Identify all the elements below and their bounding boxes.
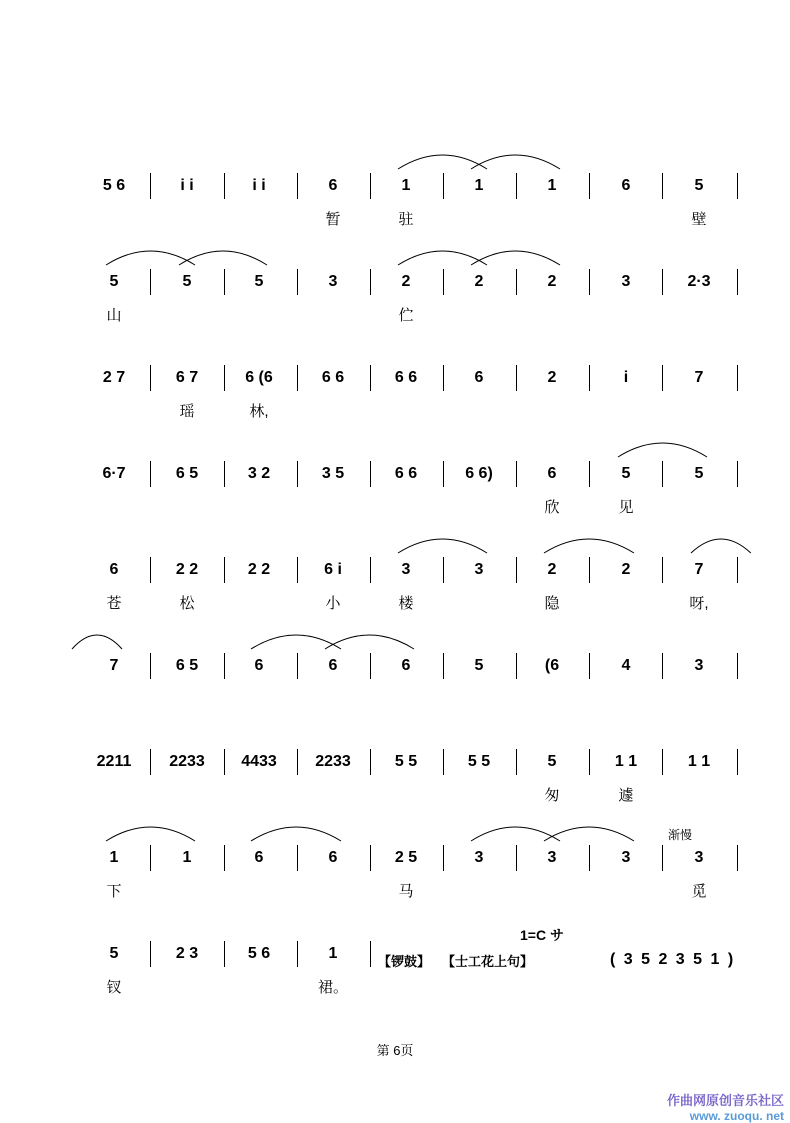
barline-r6-2 [297,749,298,775]
barline-r5-4 [443,653,444,679]
barline-r2-3 [370,365,371,391]
barline-r0-5 [516,173,517,199]
note-r2-c4: 6 6 [394,369,418,386]
barline-r4-2 [297,557,298,583]
note-r7-c1: 1 [182,849,192,866]
barline-r7-7 [662,845,663,871]
barline-r3-8 [737,461,738,487]
note-r4-c1: 2 2 [175,561,199,578]
note-r3-c5: 6 6) [465,465,493,482]
note-r6-c7: 1 1 [614,753,638,770]
note-r1-c1: 5 [182,273,192,290]
note-r1-c6: 2 [547,273,557,290]
barline-r1-8 [737,269,738,295]
note-r8-c0: 5 [109,945,119,962]
barline-r3-6 [589,461,590,487]
barline-r0-6 [589,173,590,199]
barline-r0-8 [737,173,738,199]
barline-r1-5 [516,269,517,295]
note-r1-c8: 2·3 [687,273,711,290]
note-r5-c2: 6 [254,657,264,674]
lyric-r7-c0: 下 [106,883,122,900]
note-r8-c3: 1 [328,945,338,962]
lyric-r3-c6: 欣 [544,499,560,516]
note-r2-c8: 7 [694,369,704,386]
slur-7 [398,539,487,553]
barline-r2-0 [150,365,151,391]
barline-r6-6 [589,749,590,775]
note-r0-c2: i i [252,177,266,194]
note-r8-c1: 2 3 [175,945,199,962]
note-r1-c7: 3 [621,273,631,290]
barline-r1-7 [662,269,663,295]
note-r4-c6: 2 [547,561,557,578]
watermark-url: www. zuoqu. net [689,1109,784,1123]
lyric-r4-c4: 楼 [398,595,414,612]
barline-r3-5 [516,461,517,487]
barline-r2-1 [224,365,225,391]
note-r1-c2: 5 [254,273,264,290]
note-r3-c4: 6 6 [394,465,418,482]
note-r3-c3: 3 5 [321,465,345,482]
note-r5-c7: 4 [621,657,631,674]
barline-r2-5 [516,365,517,391]
barline-r3-0 [150,461,151,487]
barline-r4-8 [737,557,738,583]
barline-r7-2 [297,845,298,871]
note-r7-c2: 6 [254,849,264,866]
lyric-r7-c8: 觅 [691,883,707,900]
barline-r0-1 [224,173,225,199]
barline-r2-4 [443,365,444,391]
note-r5-c5: 5 [474,657,484,674]
barline-r1-4 [443,269,444,295]
note-r4-c3: 6 i [324,561,342,578]
barline-r5-5 [516,653,517,679]
barline-r7-8 [737,845,738,871]
barline-r7-5 [516,845,517,871]
barline-r5-2 [297,653,298,679]
barline-r4-6 [589,557,590,583]
lyric-r4-c3: 小 [325,595,341,612]
lyric-r4-c6: 隐 [544,595,560,612]
barline-r0-0 [150,173,151,199]
barline-r6-3 [370,749,371,775]
note-r0-c6: 1 [547,177,557,194]
barline-r5-8 [737,653,738,679]
barline-r0-2 [297,173,298,199]
note-r6-c2: 4433 [241,753,277,770]
barline-r7-1 [224,845,225,871]
note-r2-c1: 6 7 [175,369,199,386]
barline-r1-3 [370,269,371,295]
note-r3-c8: 5 [694,465,704,482]
note-r4-c0: 6 [109,561,119,578]
barline-r7-3 [370,845,371,871]
barline-r7-4 [443,845,444,871]
barline-r4-7 [662,557,663,583]
note-r2-c0: 2 7 [102,369,126,386]
slur-10 [72,635,122,649]
slur-9 [691,539,751,553]
note-r1-c4: 2 [401,273,411,290]
note-r7-c8: 3 [694,849,704,866]
note-r2-c2: 6 (6 [245,369,273,386]
barline-r3-2 [297,461,298,487]
lyric-r3-c7: 见 [618,499,634,516]
note-r5-c0: 7 [109,657,119,674]
lyric-r6-c6: 匆 [544,787,560,804]
barline-r7-6 [589,845,590,871]
note-r6-c1: 2233 [169,753,205,770]
barline-r6-7 [662,749,663,775]
barline-r6-8 [737,749,738,775]
note-r1-c5: 2 [474,273,484,290]
watermark-text: 作曲网原创音乐社区 [666,1093,784,1108]
page-number: 第 6页 [376,1043,414,1058]
note-r5-c1: 6 5 [175,657,199,674]
tag-phrase: 【士工花上句】 [442,954,534,969]
lyric-r1-c0: 山 [106,307,122,324]
note-r2-c6: 2 [547,369,557,386]
barline-r7-0 [150,845,151,871]
slur-13 [106,827,195,841]
barline-r4-0 [150,557,151,583]
note-r1-c3: 3 [328,273,338,290]
barline-r4-5 [516,557,517,583]
tempo-mark: 渐慢 [668,828,693,842]
lyric-r8-c0: 钗 [106,979,122,996]
lyric-r7-c4: 马 [398,883,414,900]
note-r0-c1: i i [180,177,194,194]
note-r3-c1: 6 5 [175,465,199,482]
watermark [667,1090,784,1123]
barline-r0-7 [662,173,663,199]
note-r5-c4: 6 [401,657,411,674]
lyric-r0-c8: 壁 [691,211,707,228]
note-r3-c6: 6 [547,465,557,482]
note-r5-c8: 3 [694,657,704,674]
note-r4-c8: 7 [694,561,704,578]
note-r3-c7: 5 [621,465,631,482]
tag-gong: 【锣鼓】 [378,954,431,969]
barline-r2-6 [589,365,590,391]
barline-r8-2 [297,941,298,967]
lyric-r0-c3: 暂 [325,211,341,228]
slur-6 [618,443,707,457]
note-r6-c0: 2211 [96,753,132,770]
note-r4-c7: 2 [621,561,631,578]
lyric-r8-c3: 裙。 [317,979,349,996]
lyric-r4-c0: 苍 [106,595,122,612]
note-r6-c3: 2233 [315,753,351,770]
barline-r3-4 [443,461,444,487]
lyric-r2-c2: 林, [249,403,269,420]
note-r4-c5: 3 [474,561,484,578]
note-r2-c3: 6 6 [321,369,345,386]
note-r4-c4: 3 [401,561,411,578]
note-r7-c6: 3 [547,849,557,866]
barline-r5-0 [150,653,151,679]
barline-r4-4 [443,557,444,583]
slur-8 [544,539,634,553]
lyric-r6-c7: 遽 [618,787,634,804]
note-r2-c5: 6 [474,369,484,386]
note-r7-c3: 6 [328,849,338,866]
barline-r1-6 [589,269,590,295]
barline-r6-1 [224,749,225,775]
barline-r2-2 [297,365,298,391]
lyric-r1-c4: 伫 [398,307,414,324]
lyric-r4-c8: 呀, [689,595,709,612]
note-r7-c0: 1 [109,849,119,866]
barline-r5-7 [662,653,663,679]
barline-r3-1 [224,461,225,487]
barline-r8-3 [370,941,371,967]
note-r0-c4: 1 [401,177,411,194]
note-r0-c5: 1 [474,177,484,194]
barline-r8-1 [224,941,225,967]
note-r0-c0: 5 6 [102,177,126,194]
slur-14 [251,827,341,841]
note-r2-c7: i [623,369,629,386]
lyric-r0-c4: 驻 [398,211,414,228]
note-r4-c2: 2 2 [247,561,271,578]
barline-r0-3 [370,173,371,199]
note-r7-c5: 3 [474,849,484,866]
barline-r5-3 [370,653,371,679]
lyric-r4-c1: 松 [179,595,195,612]
key-signature: 1=C サ [520,927,564,943]
barline-r5-6 [589,653,590,679]
barline-r8-0 [150,941,151,967]
barline-r5-1 [224,653,225,679]
note-r0-c3: 6 [328,177,338,194]
barline-r6-4 [443,749,444,775]
note-r0-c7: 6 [621,177,631,194]
note-r0-c8: 5 [694,177,704,194]
note-r8-c2: 5 6 [247,945,271,962]
barline-r3-3 [370,461,371,487]
note-r7-c4: 2 5 [394,849,418,866]
lyric-r2-c1: 瑶 [179,403,195,420]
note-r6-c8: 1 1 [687,753,711,770]
note-r3-c0: 6·7 [102,465,126,482]
barline-r4-3 [370,557,371,583]
barline-r6-5 [516,749,517,775]
barline-r1-0 [150,269,151,295]
note-r5-c6: (6 [544,657,560,674]
note-r7-c7: 3 [621,849,631,866]
barline-r6-0 [150,749,151,775]
barline-r1-2 [297,269,298,295]
barline-r4-1 [224,557,225,583]
note-r5-c3: 6 [328,657,338,674]
barline-r2-7 [662,365,663,391]
barline-r1-1 [224,269,225,295]
note-r6-c4: 5 5 [394,753,418,770]
note-r1-c0: 5 [109,273,119,290]
note-r6-c6: 5 [547,753,557,770]
barline-r3-7 [662,461,663,487]
tail-notes: ( 3 5 2 3 5 1 ) [610,951,736,968]
barline-r2-8 [737,365,738,391]
note-r6-c5: 5 5 [467,753,491,770]
note-r3-c2: 3 2 [247,465,271,482]
barline-r0-4 [443,173,444,199]
